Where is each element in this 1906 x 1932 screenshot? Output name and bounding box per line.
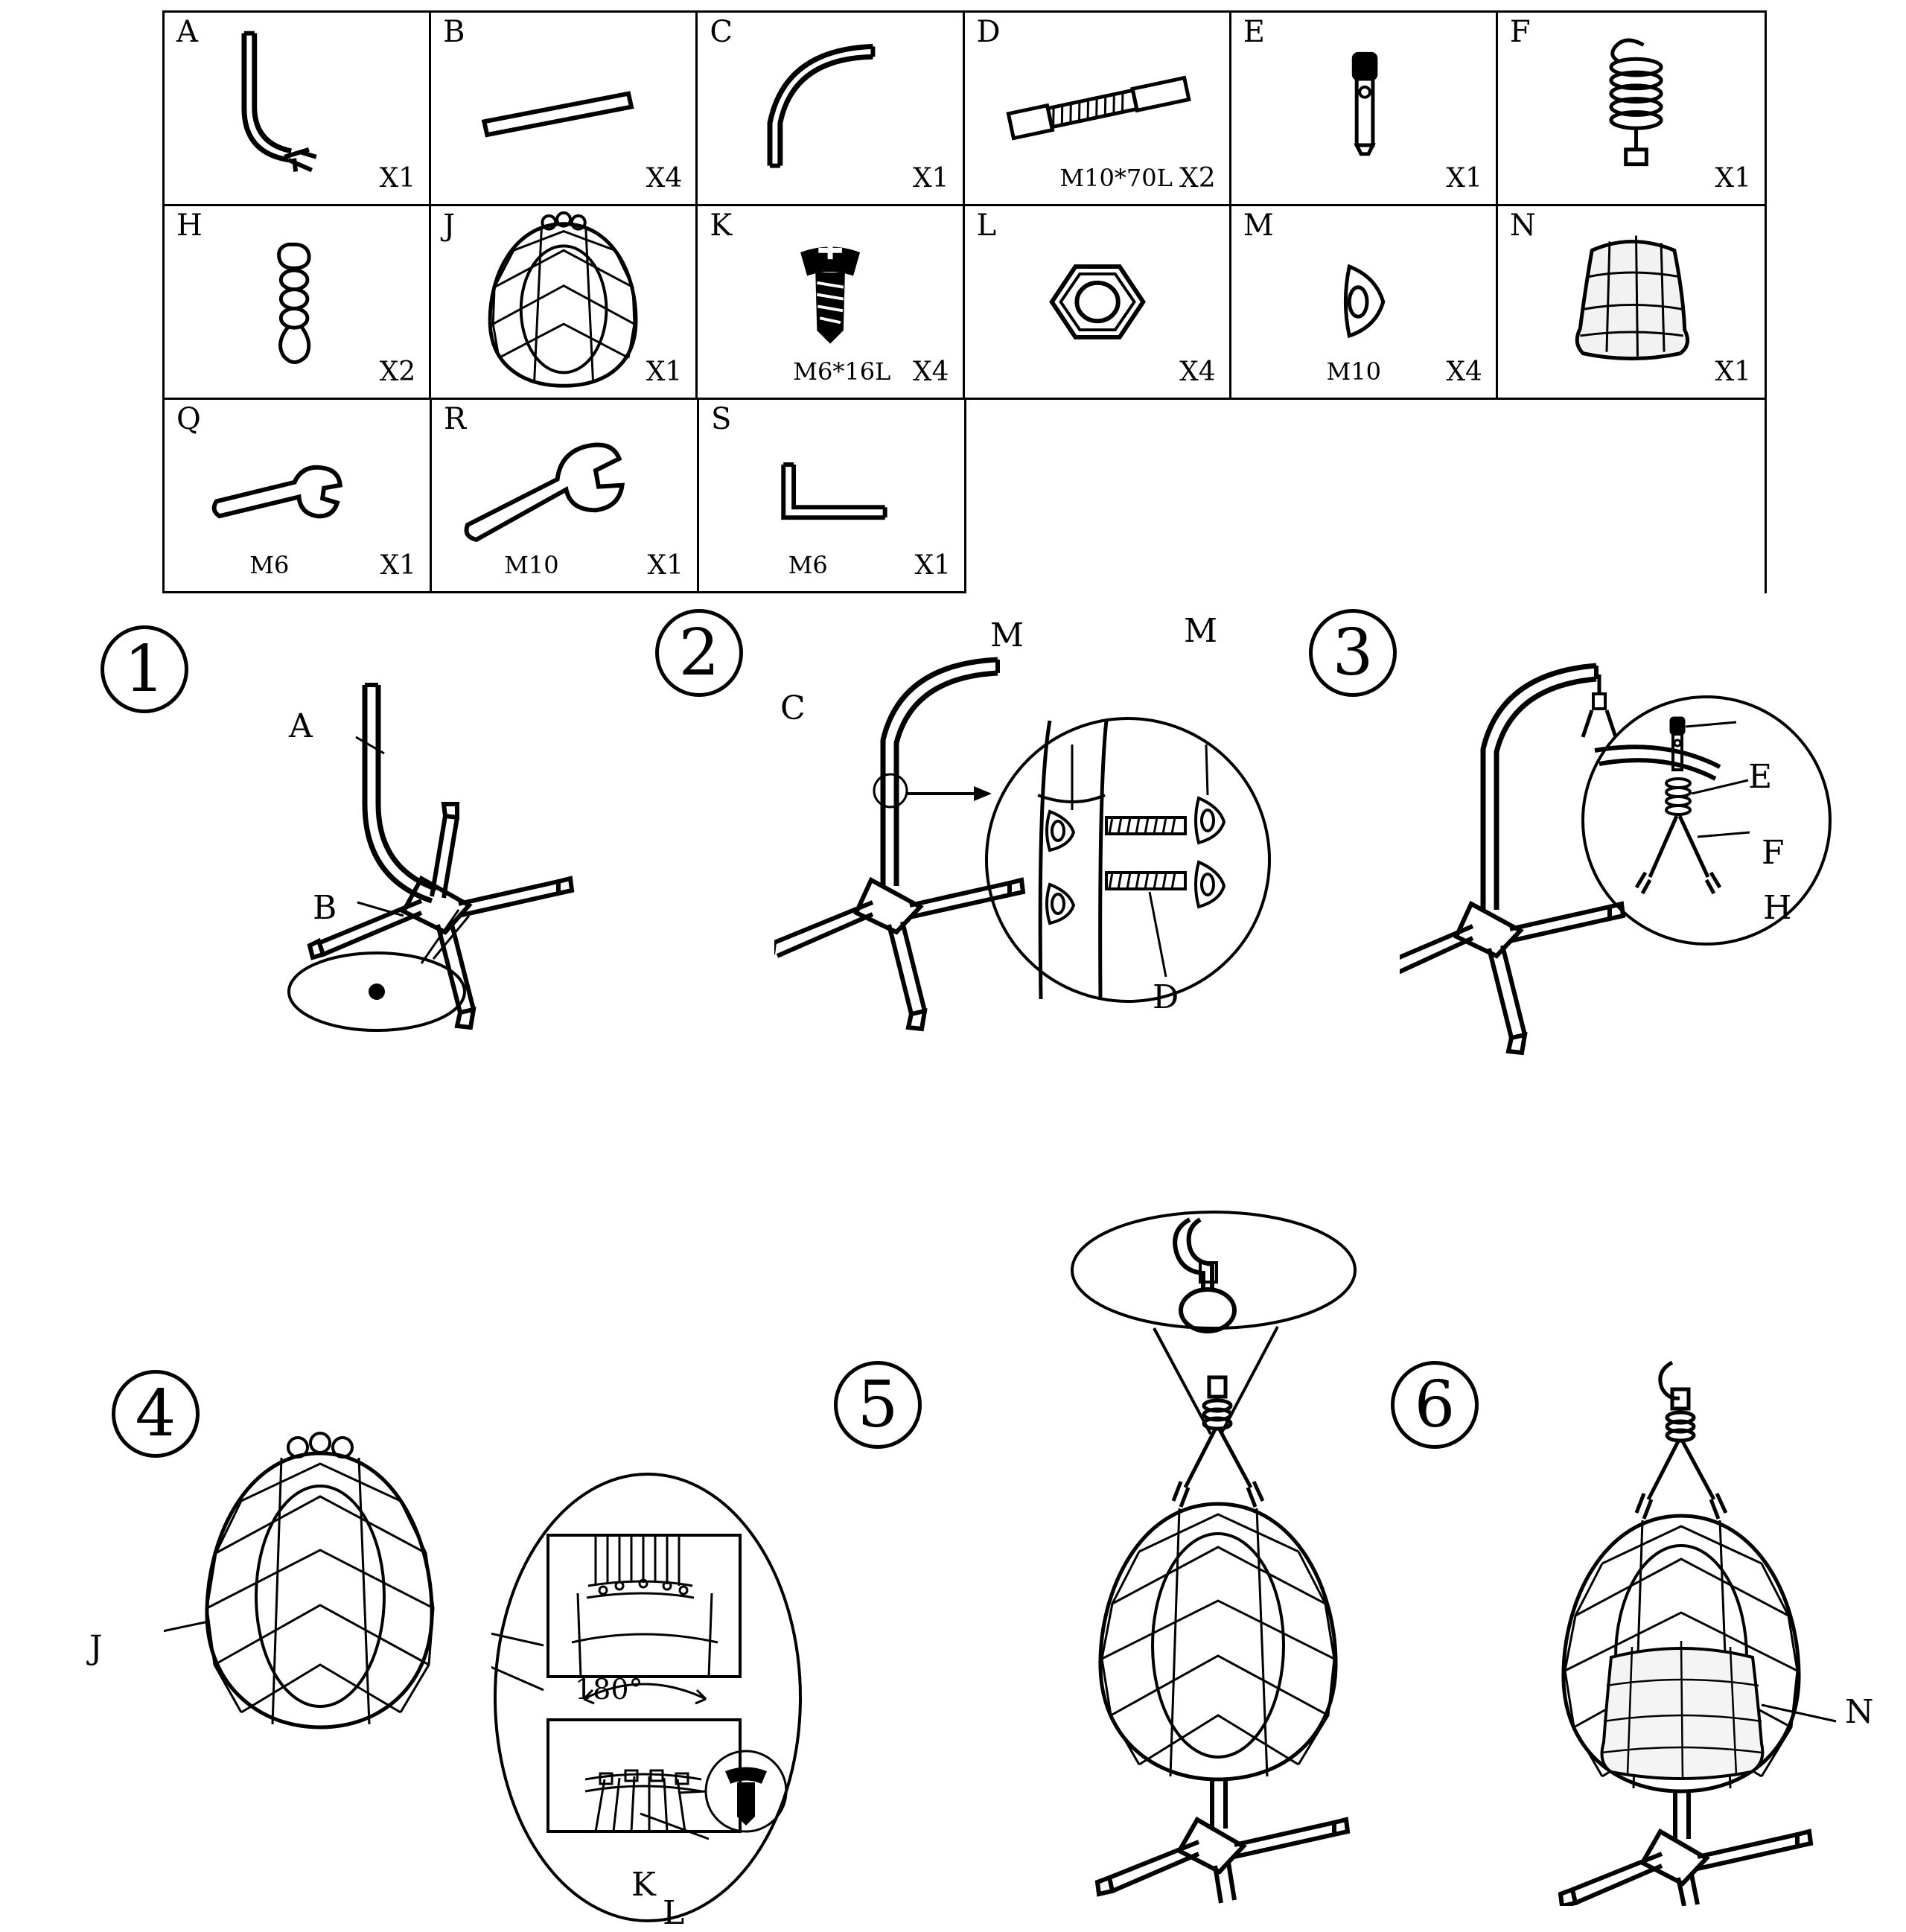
step-6-figure <box>1459 1355 1906 1906</box>
part-cell-k <box>698 206 964 400</box>
part-key: E <box>1243 15 1265 49</box>
callout-f: F <box>1762 834 1785 872</box>
callout-k: K <box>631 1866 656 1904</box>
part-qty: X4 <box>912 357 949 387</box>
part-qty: X1 <box>1446 163 1482 194</box>
step-2-detail-bubble <box>960 700 1295 1020</box>
part-spec: M10 <box>1326 357 1382 386</box>
part-key: N <box>1509 208 1536 243</box>
step-4-figure <box>164 1429 476 1772</box>
part-key: F <box>1509 15 1531 49</box>
part-cell-e <box>1231 13 1498 206</box>
step-4-detail-bubble <box>491 1467 804 1932</box>
callout-b: B <box>313 889 337 927</box>
step-3-figure <box>1400 655 1906 1102</box>
part-cell-d <box>965 13 1231 206</box>
part-cell-c <box>698 13 964 206</box>
callout-180-degrees: 180° <box>575 1673 643 1706</box>
part-qty: X1 <box>1715 163 1752 194</box>
part-qty: X1 <box>380 550 416 581</box>
part-spec: M10*70L <box>1059 164 1173 192</box>
part-cell-h <box>165 206 431 400</box>
part-qty: X4 <box>1179 357 1216 387</box>
part-spec: M6*16L <box>793 357 891 386</box>
part-key: H <box>176 208 203 243</box>
parts-table-row <box>165 206 1765 400</box>
part-qty: X2 <box>1179 163 1216 194</box>
part-qty: X1 <box>647 550 683 581</box>
part-cell-q <box>165 400 432 593</box>
callout-j: J <box>89 1629 103 1667</box>
part-qty: X4 <box>1446 357 1482 387</box>
part-key: D <box>976 15 1001 49</box>
parts-table-row <box>165 13 1765 206</box>
part-qty: X2 <box>379 357 416 387</box>
callout-a: A <box>289 707 313 745</box>
part-key: M <box>1243 208 1274 243</box>
part-spec: M10 <box>504 551 559 579</box>
part-qty: X1 <box>914 550 951 581</box>
callout-n: N <box>1845 1693 1874 1731</box>
callout-h: H <box>1763 889 1792 927</box>
part-key: A <box>176 15 198 49</box>
part-cell-l <box>965 206 1231 400</box>
callout-m-left: M <box>990 616 1024 654</box>
part-key: R <box>444 402 467 436</box>
part-cell-j <box>431 206 698 400</box>
part-key: L <box>976 208 997 243</box>
callout-c: C <box>780 689 806 727</box>
part-qty: X4 <box>646 163 683 194</box>
part-cell-s <box>699 400 966 593</box>
part-cell-a <box>165 13 431 206</box>
step-number-4: 4 <box>112 1370 200 1458</box>
part-qty: X1 <box>646 357 683 387</box>
parts-table <box>162 10 1767 593</box>
callout-e: E <box>1748 758 1773 796</box>
step-number-1: 1 <box>101 625 188 713</box>
part-qty: X1 <box>379 163 416 194</box>
part-key: C <box>710 15 733 49</box>
step-number-3: 3 <box>1309 609 1397 697</box>
part-spec: M6 <box>249 551 290 579</box>
step-number-5: 5 <box>834 1361 922 1449</box>
part-key: S <box>711 402 732 436</box>
parts-table-row <box>165 400 984 593</box>
part-cell-f <box>1498 13 1765 206</box>
part-qty: X1 <box>912 163 949 194</box>
part-key: Q <box>176 402 201 436</box>
callout-l: L <box>663 1894 685 1932</box>
part-cell-m <box>1231 206 1498 400</box>
part-cell-n <box>1498 206 1765 400</box>
part-key: B <box>443 15 465 49</box>
part-cell-b <box>431 13 698 206</box>
part-key: J <box>443 208 456 243</box>
part-key: K <box>710 208 733 243</box>
part-cell-r <box>432 400 699 593</box>
part-qty: X1 <box>1715 357 1752 387</box>
step-1-figure <box>246 655 707 1072</box>
part-spec: M6 <box>788 551 828 579</box>
step-number-6: 6 <box>1391 1361 1479 1449</box>
step-number-2: 2 <box>655 609 743 697</box>
callout-d: D <box>1153 978 1179 1016</box>
step-5-figure <box>998 1191 1474 1906</box>
callout-m-right: M <box>1184 612 1218 650</box>
